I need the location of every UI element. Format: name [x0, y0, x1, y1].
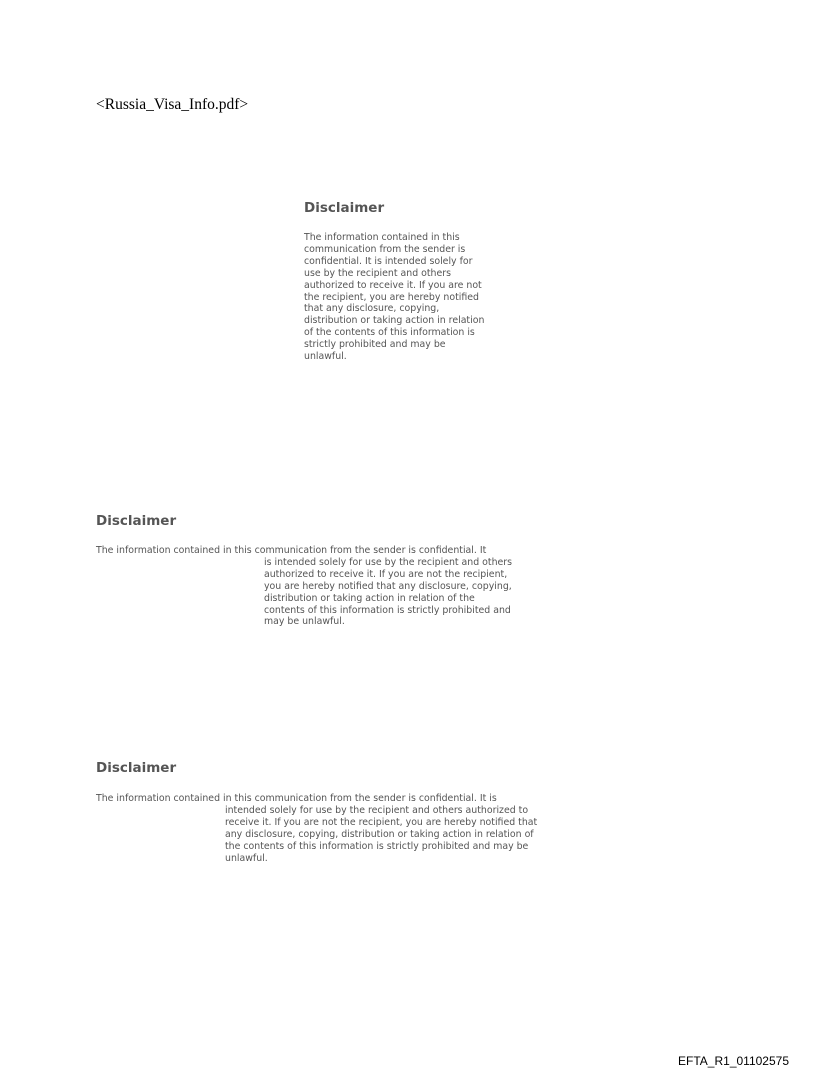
disclaimer-line: the recipient, you are hereby notified: [304, 291, 479, 303]
disclaimer-line: authorized to receive it. If you are not the recipient,: [264, 568, 508, 580]
disclaimer-line: confidential. It is intended solely for: [304, 255, 473, 267]
disclaimer-line: that any disclosure, copying,: [304, 303, 440, 315]
disclaimer-line: contents of this information is strictly prohibited and: [264, 604, 511, 616]
disclaimer-line: communication from the sender is: [304, 243, 466, 255]
disclaimer-body: [96, 793, 537, 864]
attachment-filename: <Russia_Visa_Info.pdf>: [96, 96, 249, 113]
disclaimer-line: authorized to receive it. If you are not: [304, 279, 482, 291]
disclaimer-line: The information contained in this: [304, 232, 460, 243]
disclaimer-line: any disclosure, copying, distribution or taking action in relation of: [225, 828, 534, 840]
disclaimer-line: use by the recipient and others: [304, 267, 451, 279]
disclaimer-line: The information contained in this communication from the sender is confidential. It is: [96, 793, 497, 804]
disclaimer-line: of the contents of this information is: [304, 327, 475, 339]
disclaimer-line: receive it. If you are not the recipient, you are hereby notified that: [225, 816, 538, 828]
disclaimer-line: you are hereby notified that any disclosure, copying,: [264, 580, 512, 592]
document-id: EFTA_R1_01102575: [678, 1054, 789, 1068]
disclaimer-line: strictly prohibited and may be: [304, 339, 446, 351]
disclaimer-title: Disclaimer: [96, 513, 177, 529]
disclaimer-body: [304, 232, 484, 363]
disclaimer-line: distribution or taking action in relation of the: [264, 592, 475, 604]
disclaimer-line: unlawful.: [225, 852, 268, 864]
disclaimer-line: distribution or taking action in relation: [304, 315, 485, 327]
disclaimer-title: Disclaimer: [96, 760, 177, 776]
disclaimer-body: [96, 545, 512, 628]
disclaimer-line: intended solely for use by the recipient and others authorized to: [225, 804, 529, 816]
disclaimer-line: is intended solely for use by the recipient and others: [264, 556, 513, 568]
disclaimer-line: may be unlawful.: [264, 616, 345, 628]
disclaimer-line: The information contained in this communication from the sender is confidential. It: [96, 545, 487, 556]
disclaimer-line: unlawful.: [304, 351, 347, 363]
disclaimer-line: the contents of this information is strictly prohibited and may be: [225, 840, 529, 852]
disclaimer-title: Disclaimer: [304, 200, 385, 216]
